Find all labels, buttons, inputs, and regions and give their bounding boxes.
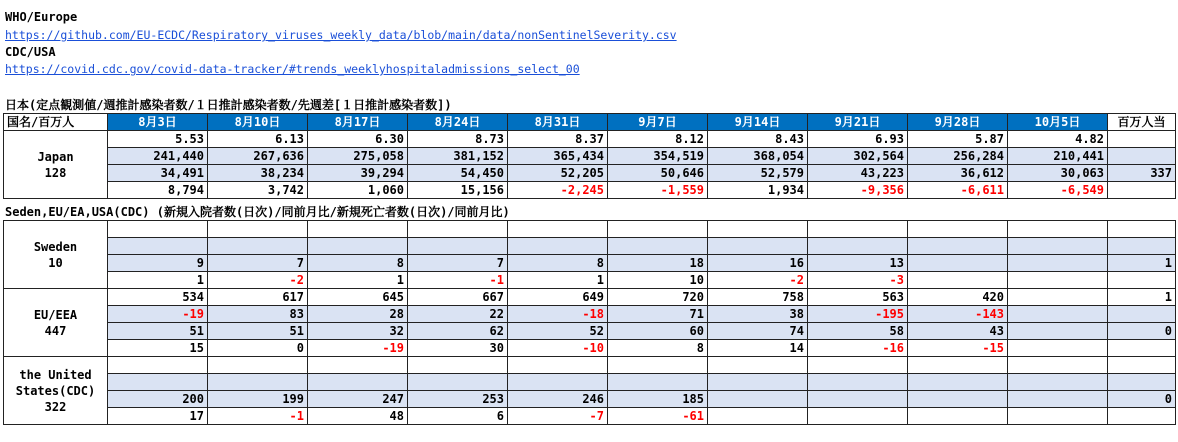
- population: 10: [48, 255, 63, 270]
- data-cell: 50,646: [608, 165, 708, 182]
- data-cell: [1008, 357, 1108, 374]
- data-cell: 1,060: [308, 182, 408, 199]
- data-cell: 241,440: [108, 148, 208, 165]
- data-cell: -15: [908, 340, 1008, 357]
- data-cell: [1008, 289, 1108, 306]
- who-europe-link[interactable]: https://github.com/EU-ECDC/Respiratory_viruses_weekly_data/blob/main/data/nonSentinelSeverity.csv: [5, 28, 677, 42]
- data-cell: [808, 391, 908, 408]
- data-cell: 8: [508, 255, 608, 272]
- data-cell: 17: [108, 408, 208, 425]
- data-cell: 256,284: [908, 148, 1008, 165]
- data-cell: [908, 408, 1008, 425]
- data-cell: [1008, 374, 1108, 391]
- data-cell: -1,559: [608, 182, 708, 199]
- data-cell: 302,564: [808, 148, 908, 165]
- data-cell: [508, 238, 608, 255]
- data-cell: 4.82: [1008, 131, 1108, 148]
- data-cell: [908, 272, 1008, 289]
- table-row: [4, 357, 1176, 374]
- region-name: the United: [19, 367, 92, 382]
- data-cell: 8.12: [608, 131, 708, 148]
- data-cell: [508, 357, 608, 374]
- data-cell: 246: [508, 391, 608, 408]
- data-cell: 354,519: [608, 148, 708, 165]
- data-cell: -2: [708, 272, 808, 289]
- data-cell: [908, 357, 1008, 374]
- data-cell: [808, 408, 908, 425]
- data-cell: [808, 374, 908, 391]
- per-million-cell: [1108, 357, 1176, 374]
- data-cell: -195: [808, 306, 908, 323]
- corner-header: 国名/百万人: [4, 114, 108, 131]
- data-cell: 8: [308, 255, 408, 272]
- per-million-cell: [1108, 272, 1176, 289]
- data-cell: [408, 374, 508, 391]
- data-cell: 74: [708, 323, 808, 340]
- data-cell: 51: [208, 323, 308, 340]
- data-cell: 62: [408, 323, 508, 340]
- data-cell: 253: [408, 391, 508, 408]
- data-cell: 1: [508, 272, 608, 289]
- data-cell: 15,156: [408, 182, 508, 199]
- data-cell: [108, 374, 208, 391]
- table-row: [4, 272, 1176, 289]
- data-cell: [908, 255, 1008, 272]
- per-million-cell: [1108, 131, 1176, 148]
- data-cell: 645: [308, 289, 408, 306]
- data-cell: 6.13: [208, 131, 308, 148]
- data-cell: 617: [208, 289, 308, 306]
- data-cell: 7: [208, 255, 308, 272]
- others-table: [3, 220, 1176, 425]
- data-cell: -2: [208, 272, 308, 289]
- table-row: [4, 182, 1176, 199]
- data-cell: 185: [608, 391, 708, 408]
- data-cell: -19: [108, 306, 208, 323]
- data-cell: 34,491: [108, 165, 208, 182]
- data-cell: [1008, 408, 1108, 425]
- date-header: 8月31日: [508, 114, 608, 131]
- table-row: [4, 391, 1176, 408]
- data-cell: [108, 357, 208, 374]
- date-header: 8月3日: [108, 114, 208, 131]
- data-cell: 6.30: [308, 131, 408, 148]
- date-header: 8月17日: [308, 114, 408, 131]
- data-cell: -6,549: [1008, 182, 1108, 199]
- region-label: [4, 357, 108, 425]
- data-cell: 38: [708, 306, 808, 323]
- table-row: [4, 165, 1176, 182]
- data-cell: 720: [608, 289, 708, 306]
- data-cell: [1008, 391, 1108, 408]
- data-cell: -143: [908, 306, 1008, 323]
- table-row: [4, 374, 1176, 391]
- data-cell: -1: [208, 408, 308, 425]
- population: 447: [44, 323, 67, 338]
- data-cell: -10: [508, 340, 608, 357]
- data-cell: [1008, 306, 1108, 323]
- data-cell: 210,441: [1008, 148, 1108, 165]
- data-cell: [308, 238, 408, 255]
- data-cell: 758: [708, 289, 808, 306]
- japan-table: [3, 113, 1176, 199]
- data-cell: 54,450: [408, 165, 508, 182]
- data-cell: 48: [308, 408, 408, 425]
- data-cell: 58: [808, 323, 908, 340]
- table-row: [4, 408, 1176, 425]
- data-cell: 14: [708, 340, 808, 357]
- per-million-cell: 1: [1108, 255, 1176, 272]
- data-cell: [508, 374, 608, 391]
- table-row: [4, 289, 1176, 306]
- data-cell: [908, 238, 1008, 255]
- who-europe-label: WHO/Europe: [5, 10, 78, 24]
- date-header: 9月7日: [608, 114, 708, 131]
- data-cell: -2,245: [508, 182, 608, 199]
- data-cell: -7: [508, 408, 608, 425]
- data-cell: 52: [508, 323, 608, 340]
- region-label: [4, 289, 108, 357]
- data-cell: 30,063: [1008, 165, 1108, 182]
- data-cell: [408, 357, 508, 374]
- data-cell: 247: [308, 391, 408, 408]
- data-cell: 649: [508, 289, 608, 306]
- data-cell: 534: [108, 289, 208, 306]
- data-cell: [1008, 272, 1108, 289]
- table-row: [4, 323, 1176, 340]
- date-header: 9月14日: [708, 114, 808, 131]
- cdc-usa-link[interactable]: https://covid.cdc.gov/covid-data-tracker/#trends_weeklyhospitaladmissions_select_00: [5, 62, 580, 76]
- data-cell: [408, 238, 508, 255]
- table-row: [4, 255, 1176, 272]
- per-million-cell: [1108, 221, 1176, 238]
- data-cell: [608, 374, 708, 391]
- data-cell: 6: [408, 408, 508, 425]
- table-row: [4, 221, 1176, 238]
- japan-header-row: [4, 114, 1176, 131]
- per-million-cell: [1108, 238, 1176, 255]
- data-cell: 52,579: [708, 165, 808, 182]
- data-cell: 6.93: [808, 131, 908, 148]
- data-cell: 563: [808, 289, 908, 306]
- data-cell: [1008, 323, 1108, 340]
- data-cell: 199: [208, 391, 308, 408]
- data-cell: 1: [108, 272, 208, 289]
- region-name: EU/EEA: [33, 307, 78, 322]
- date-header: 10月5日: [1008, 114, 1108, 131]
- data-cell: 10: [608, 272, 708, 289]
- region-label: [4, 221, 108, 289]
- data-cell: 275,058: [308, 148, 408, 165]
- data-cell: [308, 374, 408, 391]
- population: 322: [44, 399, 67, 414]
- data-cell: [1008, 255, 1108, 272]
- data-cell: [1008, 340, 1108, 357]
- data-cell: 15: [108, 340, 208, 357]
- data-cell: -1: [408, 272, 508, 289]
- data-cell: [1008, 221, 1108, 238]
- data-cell: 13: [808, 255, 908, 272]
- population: 128: [44, 165, 67, 180]
- data-cell: 9: [108, 255, 208, 272]
- date-header: 8月24日: [408, 114, 508, 131]
- data-cell: 381,152: [408, 148, 508, 165]
- others-section-title: Seden,EU/EA,USA(CDC) (新規入院者数(日次)/同前月比/新規死亡者数(日次)/同前月比): [5, 205, 510, 219]
- data-cell: 7: [408, 255, 508, 272]
- data-cell: 18: [608, 255, 708, 272]
- region-name: States(CDC): [15, 383, 96, 398]
- per-million-header: 百万人当: [1108, 114, 1176, 131]
- data-cell: [708, 238, 808, 255]
- data-cell: [508, 221, 608, 238]
- data-cell: [708, 374, 808, 391]
- data-cell: 420: [908, 289, 1008, 306]
- data-cell: 8,794: [108, 182, 208, 199]
- data-cell: 43,223: [808, 165, 908, 182]
- japan-section-title: 日本(定点観測値/週推計感染者数/１日推計感染者数/先週差[１日推計感染者数]): [5, 98, 452, 112]
- data-cell: [908, 391, 1008, 408]
- data-cell: -16: [808, 340, 908, 357]
- data-cell: [608, 221, 708, 238]
- data-cell: 1: [308, 272, 408, 289]
- data-cell: 51: [108, 323, 208, 340]
- cdc-usa-label: CDC/USA: [5, 45, 56, 59]
- data-cell: 8.43: [708, 131, 808, 148]
- data-cell: 60: [608, 323, 708, 340]
- data-cell: [208, 357, 308, 374]
- date-header: 9月28日: [908, 114, 1008, 131]
- data-cell: 52,205: [508, 165, 608, 182]
- data-cell: [208, 374, 308, 391]
- data-cell: 39,294: [308, 165, 408, 182]
- data-cell: [108, 221, 208, 238]
- data-cell: 43: [908, 323, 1008, 340]
- data-cell: [1008, 238, 1108, 255]
- data-cell: -9,356: [808, 182, 908, 199]
- table-row: [4, 340, 1176, 357]
- per-million-cell: 0: [1108, 391, 1176, 408]
- data-cell: [608, 357, 708, 374]
- data-cell: [308, 357, 408, 374]
- per-million-cell: 337: [1108, 165, 1176, 182]
- table-row: [4, 131, 1176, 148]
- date-header: 8月10日: [208, 114, 308, 131]
- table-row: [4, 306, 1176, 323]
- data-cell: [208, 221, 308, 238]
- data-cell: [108, 238, 208, 255]
- data-cell: [908, 221, 1008, 238]
- data-cell: 5.87: [908, 131, 1008, 148]
- table-row: [4, 238, 1176, 255]
- country-label: [4, 131, 108, 199]
- data-cell: 32: [308, 323, 408, 340]
- data-cell: -6,611: [908, 182, 1008, 199]
- data-cell: [708, 391, 808, 408]
- data-cell: 667: [408, 289, 508, 306]
- data-cell: -19: [308, 340, 408, 357]
- data-cell: 368,054: [708, 148, 808, 165]
- data-cell: [708, 357, 808, 374]
- data-cell: [408, 221, 508, 238]
- data-cell: [208, 238, 308, 255]
- data-cell: [708, 408, 808, 425]
- data-cell: 8.73: [408, 131, 508, 148]
- data-cell: [308, 221, 408, 238]
- data-cell: [908, 374, 1008, 391]
- data-cell: 22: [408, 306, 508, 323]
- data-cell: [808, 357, 908, 374]
- data-cell: -18: [508, 306, 608, 323]
- data-cell: [808, 238, 908, 255]
- data-cell: 71: [608, 306, 708, 323]
- per-million-cell: [1108, 374, 1176, 391]
- data-cell: 28: [308, 306, 408, 323]
- data-cell: [808, 221, 908, 238]
- data-cell: 36,612: [908, 165, 1008, 182]
- data-cell: 8.37: [508, 131, 608, 148]
- data-cell: [608, 238, 708, 255]
- per-million-cell: [1108, 340, 1176, 357]
- data-cell: [708, 221, 808, 238]
- data-cell: 1,934: [708, 182, 808, 199]
- data-cell: 5.53: [108, 131, 208, 148]
- data-cell: 0: [208, 340, 308, 357]
- table-row: [4, 148, 1176, 165]
- per-million-cell: [1108, 306, 1176, 323]
- data-cell: 30: [408, 340, 508, 357]
- per-million-cell: 1: [1108, 289, 1176, 306]
- per-million-cell: [1108, 148, 1176, 165]
- data-cell: 16: [708, 255, 808, 272]
- data-cell: -3: [808, 272, 908, 289]
- data-cell: 200: [108, 391, 208, 408]
- data-cell: 365,434: [508, 148, 608, 165]
- data-cell: 267,636: [208, 148, 308, 165]
- data-cell: 83: [208, 306, 308, 323]
- country-name: Japan: [37, 149, 74, 164]
- region-name: Sweden: [33, 239, 78, 254]
- data-cell: 3,742: [208, 182, 308, 199]
- date-header: 9月21日: [808, 114, 908, 131]
- per-million-cell: [1108, 408, 1176, 425]
- data-cell: 38,234: [208, 165, 308, 182]
- data-cell: 8: [608, 340, 708, 357]
- per-million-cell: 0: [1108, 323, 1176, 340]
- data-cell: -61: [608, 408, 708, 425]
- per-million-cell: [1108, 182, 1176, 199]
